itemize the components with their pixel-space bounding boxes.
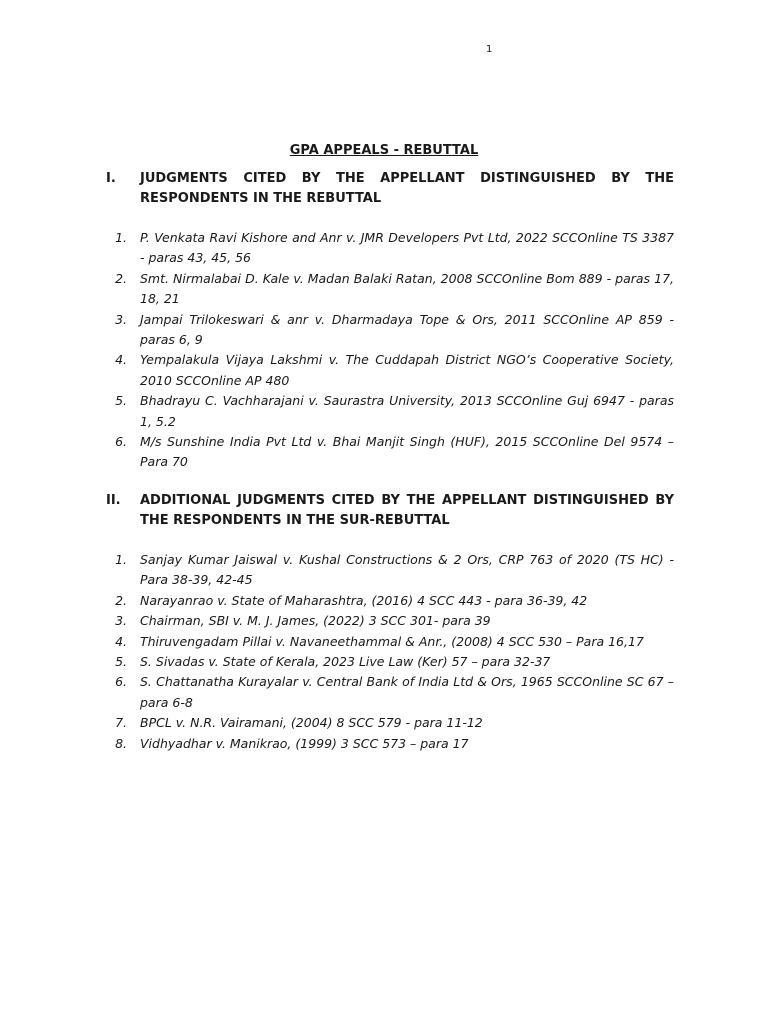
section-number: II. — [106, 493, 121, 508]
item-number: 1. — [115, 230, 127, 245]
item-number: 1. — [115, 552, 127, 567]
list-item — [100, 672, 674, 713]
list-item — [100, 391, 674, 432]
case-citation: S. Sivadas v. State of Kerala, 2023 Live Law (Ker) 57 – para 32-37 — [140, 654, 551, 670]
list-item — [100, 632, 674, 652]
case-citation: Bhadrayu C. Vachharajani v. Saurastra University, 2013 SCCOnline Guj 6947 - paras 1, 5.2 — [140, 393, 674, 429]
list-item — [100, 734, 674, 754]
case-list — [100, 228, 674, 473]
list-item — [100, 591, 674, 611]
item-number: 2. — [115, 592, 127, 608]
document-title: GPA APPEALS - REBUTTAL — [289, 143, 479, 158]
case-citation: S. Chattanatha Kurayalar v. Central Bank of India Ltd & Ors, 1965 SCCOnline SC 67 – para 6-8 — [140, 674, 674, 710]
list-item — [100, 228, 674, 269]
page-number: 1 — [486, 44, 493, 55]
case-list — [100, 550, 674, 754]
case-citation: Thiruvengadam Pillai v. Navaneethammal & Anr., (2008) 4 SCC 530 – Para 16,17 — [140, 633, 644, 649]
item-number: 4. — [115, 352, 127, 368]
case-citation: Jampai Trilokeswari & anr v. Dharmadaya Tope & Ors, 2011 SCCOnline AP 859 - paras 6, 9 — [140, 311, 674, 348]
list-item — [100, 550, 674, 591]
item-number: 5. — [115, 654, 127, 670]
item-number: 6. — [115, 434, 127, 450]
case-citation: Smt. Nirmalabai D. Kale v. Madan Balaki Ratan, 2008 SCCOnline Bom 889 - paras 17, 18, 21 — [140, 270, 674, 307]
list-item — [100, 350, 674, 391]
section-heading-text: ADDITIONAL JUDGMENTS CITED BY THE APPELLANT DISTINGUISHED BY THE RESPONDENTS IN THE SUR-REBUTTAL — [140, 493, 674, 528]
case-citation: Chairman, SBI v. M. J. James, (2022) 3 SCC 301- para 39 — [140, 613, 491, 629]
section-sur-rebuttal — [100, 491, 674, 754]
item-number: 2. — [115, 270, 127, 286]
item-number: 7. — [115, 715, 127, 731]
section-heading-text: JUDGMENTS CITED BY THE APPELLANT DISTINGUISHED BY THE RESPONDENTS IN THE REBUTTAL — [140, 171, 674, 206]
list-item — [100, 432, 674, 473]
list-item — [100, 713, 674, 733]
section-heading — [100, 491, 674, 531]
item-number: 3. — [115, 613, 127, 629]
list-item — [100, 652, 674, 672]
section-number: I. — [106, 171, 116, 186]
case-citation: Vidhyadhar v. Manikrao, (1999) 3 SCC 573 – para 17 — [140, 735, 469, 751]
item-number: 8. — [115, 735, 127, 751]
item-number: 4. — [115, 633, 127, 649]
section-heading — [100, 169, 674, 209]
item-number: 5. — [115, 393, 127, 409]
list-item — [100, 269, 674, 310]
case-citation: P. Venkata Ravi Kishore and Anr v. JMR Developers Pvt Ltd, 2022 SCCOnline TS 3387 - paras 43, 45, 56 — [140, 230, 674, 266]
item-number: 6. — [115, 674, 127, 690]
item-number: 3. — [115, 311, 127, 327]
list-item — [100, 310, 674, 351]
case-citation: Yempalakula Vijaya Lakshmi v. The Cuddapah District NGO’s Cooperative Society, 2010 SCCOnline AP 480 — [140, 352, 674, 388]
case-citation: M/s Sunshine India Pvt Ltd v. Bhai Manjit Singh (HUF), 2015 SCCOnline Del 9574 – Para 70 — [140, 434, 674, 470]
list-item — [100, 611, 674, 631]
section-rebuttal — [100, 169, 674, 473]
case-citation: BPCL v. N.R. Vairamani, (2004) 8 SCC 579 - para 11-12 — [140, 715, 483, 731]
case-citation: Narayanrao v. State of Maharashtra, (2016) 4 SCC 443 - para 36-39, 42 — [140, 592, 588, 608]
case-citation: Sanjay Kumar Jaiswal v. Kushal Constructions & 2 Ors, CRP 763 of 2020 (TS HC) - Para 38-39, 42-45 — [140, 552, 674, 588]
